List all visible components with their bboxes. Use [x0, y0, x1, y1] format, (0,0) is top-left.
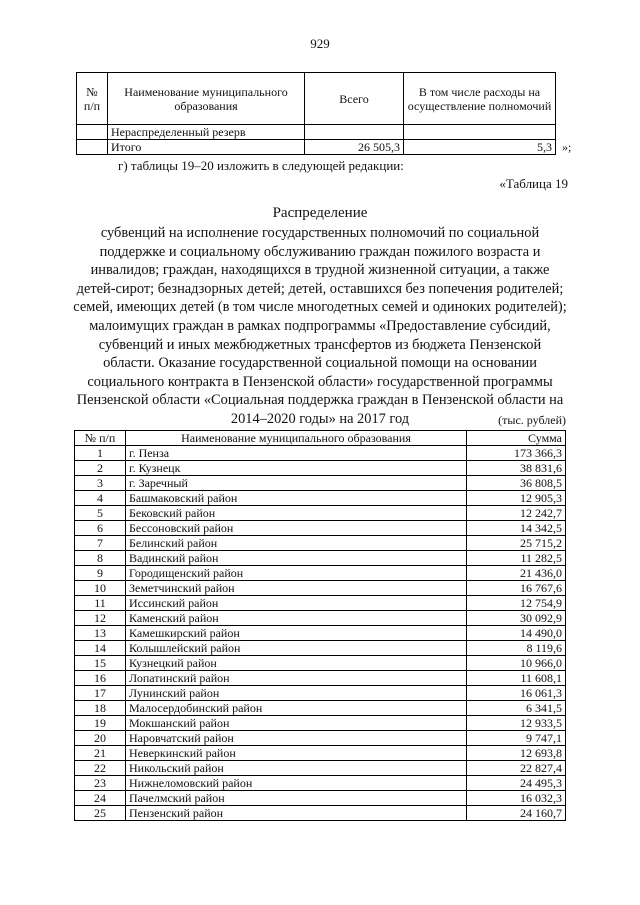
- row-num: 13: [75, 626, 126, 641]
- row-name: Нераспределенный резерв: [108, 125, 305, 140]
- row-sum: 38 831,6: [467, 461, 566, 476]
- row-sum: 16 767,6: [467, 581, 566, 596]
- header-num: № п/п: [75, 431, 126, 446]
- row-total: 26 505,3: [305, 140, 404, 155]
- row-sum: 24 160,7: [467, 806, 566, 821]
- row-name: Лопатинский район: [126, 671, 467, 686]
- closing-quote: »;: [562, 140, 572, 154]
- table-row: [75, 596, 566, 611]
- table-label: «Таблица 19: [499, 176, 568, 191]
- description-paragraph: субвенций на исполнение государственных полномочий по социальной поддержке и социальному обслуживанию граждан пожилого возраста и инвалидов; граждан, находящихся в трудной жизненной ситуации, а также детей-сирот; безнадзорных детей; детей, оставшихся без попечения родителей; семей, имеющих детей (в том числе многодетных семей и одиноких родителей); малоимущих граждан в рамках подпрограммы «Предоставление субсидий, субвенций и иных межбюджетных трансфертов из бюджета Пензенской области. Оказание государственной социальной помощи на основании социального контракта в Пензенской области» государственной программы Пензенской области «Социальная поддержка граждан в Пензенской области на 2014–2020 годы» на 2017 год: [73, 225, 567, 427]
- row-num: 8: [75, 551, 126, 566]
- row-sum: 12 905,3: [467, 491, 566, 506]
- row-sum: 173 366,3: [467, 446, 566, 461]
- table-row: [75, 551, 566, 566]
- row-sum: 11 282,5: [467, 551, 566, 566]
- row-name: Мокшанский район: [126, 716, 467, 731]
- row-num: 20: [75, 731, 126, 746]
- row-name: Итого: [108, 140, 305, 155]
- header-sum: Сумма: [467, 431, 566, 446]
- row-name: Кузнецкий район: [126, 656, 467, 671]
- row-including: 5,3: [404, 140, 556, 155]
- row-num: 9: [75, 566, 126, 581]
- table-row: [75, 791, 566, 806]
- distribution-table: [74, 430, 566, 821]
- table-row: [75, 446, 566, 461]
- table-row: [75, 806, 566, 821]
- row-num: 25: [75, 806, 126, 821]
- row-sum: 16 032,3: [467, 791, 566, 806]
- row-num: 24: [75, 791, 126, 806]
- table-row: [75, 641, 566, 656]
- row-total: [305, 125, 404, 140]
- row-num: 7: [75, 536, 126, 551]
- row-num: 5: [75, 506, 126, 521]
- row-name: Иссинский район: [126, 596, 467, 611]
- header-name: Наименование муниципального образования: [126, 431, 467, 446]
- row-num: 14: [75, 641, 126, 656]
- table-row: [77, 140, 556, 155]
- units-label: (тыс. рублей): [498, 413, 566, 427]
- table-row: [75, 506, 566, 521]
- header-including: В том числе расходы на осуществление полномочий: [404, 73, 556, 125]
- table-row: [75, 686, 566, 701]
- table-row: [75, 716, 566, 731]
- row-name: Земетчинский район: [126, 581, 467, 596]
- row-num: 18: [75, 701, 126, 716]
- table-row: [77, 125, 556, 140]
- row-num: 10: [75, 581, 126, 596]
- row-num: 17: [75, 686, 126, 701]
- header-name: Наименование муниципального образования: [108, 73, 305, 125]
- row-name: Камешкирский район: [126, 626, 467, 641]
- row-sum: 21 436,0: [467, 566, 566, 581]
- table-row: [75, 656, 566, 671]
- row-including: [404, 125, 556, 140]
- row-name: г. Заречный: [126, 476, 467, 491]
- header-total: Всего: [305, 73, 404, 125]
- row-num: 1: [75, 446, 126, 461]
- row-sum: 10 966,0: [467, 656, 566, 671]
- row-sum: 24 495,3: [467, 776, 566, 791]
- row-name: Нижнеломовский район: [126, 776, 467, 791]
- row-sum: 16 061,3: [467, 686, 566, 701]
- row-sum: 36 808,5: [467, 476, 566, 491]
- row-sum: 12 242,7: [467, 506, 566, 521]
- row-name: Городищенский район: [126, 566, 467, 581]
- row-num: 6: [75, 521, 126, 536]
- row-num: 15: [75, 656, 126, 671]
- page-number: 929: [310, 36, 330, 51]
- table-row: [75, 776, 566, 791]
- row-num: 12: [75, 611, 126, 626]
- row-name: Вадинский район: [126, 551, 467, 566]
- row-sum: 12 933,5: [467, 716, 566, 731]
- row-sum: 11 608,1: [467, 671, 566, 686]
- page-title: Распределение: [272, 205, 368, 221]
- table-row: [75, 521, 566, 536]
- row-sum: 30 092,9: [467, 611, 566, 626]
- row-name: Белинский район: [126, 536, 467, 551]
- table-row: [75, 671, 566, 686]
- row-num: 4: [75, 491, 126, 506]
- row-name: г. Пенза: [126, 446, 467, 461]
- table-row: [75, 626, 566, 641]
- row-num: 19: [75, 716, 126, 731]
- table-row: [75, 566, 566, 581]
- row-sum: 25 715,2: [467, 536, 566, 551]
- row-sum: 22 827,4: [467, 761, 566, 776]
- row-num: 11: [75, 596, 126, 611]
- row-sum: 14 490,0: [467, 626, 566, 641]
- previous-table-end: [76, 72, 556, 155]
- table-row: [75, 746, 566, 761]
- table-row: [75, 491, 566, 506]
- row-name: Каменский район: [126, 611, 467, 626]
- row-name: Никольский район: [126, 761, 467, 776]
- table-row: [75, 701, 566, 716]
- row-sum: 14 342,5: [467, 521, 566, 536]
- row-sum: 9 747,1: [467, 731, 566, 746]
- row-sum: 12 754,9: [467, 596, 566, 611]
- row-num: 2: [75, 461, 126, 476]
- table-row: [75, 731, 566, 746]
- table-row: [75, 611, 566, 626]
- row-name: г. Кузнецк: [126, 461, 467, 476]
- row-num: 22: [75, 761, 126, 776]
- row-name: Колышлейский район: [126, 641, 467, 656]
- table-row: [75, 461, 566, 476]
- row-name: Башмаковский район: [126, 491, 467, 506]
- row-num: 23: [75, 776, 126, 791]
- row-sum: 8 119,6: [467, 641, 566, 656]
- table-row: [75, 476, 566, 491]
- table-row: [75, 581, 566, 596]
- row-name: Лунинский район: [126, 686, 467, 701]
- row-name: Бековский район: [126, 506, 467, 521]
- row-name: Наровчатский район: [126, 731, 467, 746]
- row-name: Бессоновский район: [126, 521, 467, 536]
- table-row: [75, 536, 566, 551]
- table-row: [75, 761, 566, 776]
- row-name: Пачелмский район: [126, 791, 467, 806]
- row-sum: 12 693,8: [467, 746, 566, 761]
- row-name: Малосердобинский район: [126, 701, 467, 716]
- header-num: № п/п: [77, 73, 108, 125]
- row-name: Неверкинский район: [126, 746, 467, 761]
- row-num: 21: [75, 746, 126, 761]
- row-name: Пензенский район: [126, 806, 467, 821]
- row-num: 16: [75, 671, 126, 686]
- instruction-text: г) таблицы 19–20 изложить в следующей редакции:: [118, 158, 404, 173]
- row-sum: 6 341,5: [467, 701, 566, 716]
- row-num: 3: [75, 476, 126, 491]
